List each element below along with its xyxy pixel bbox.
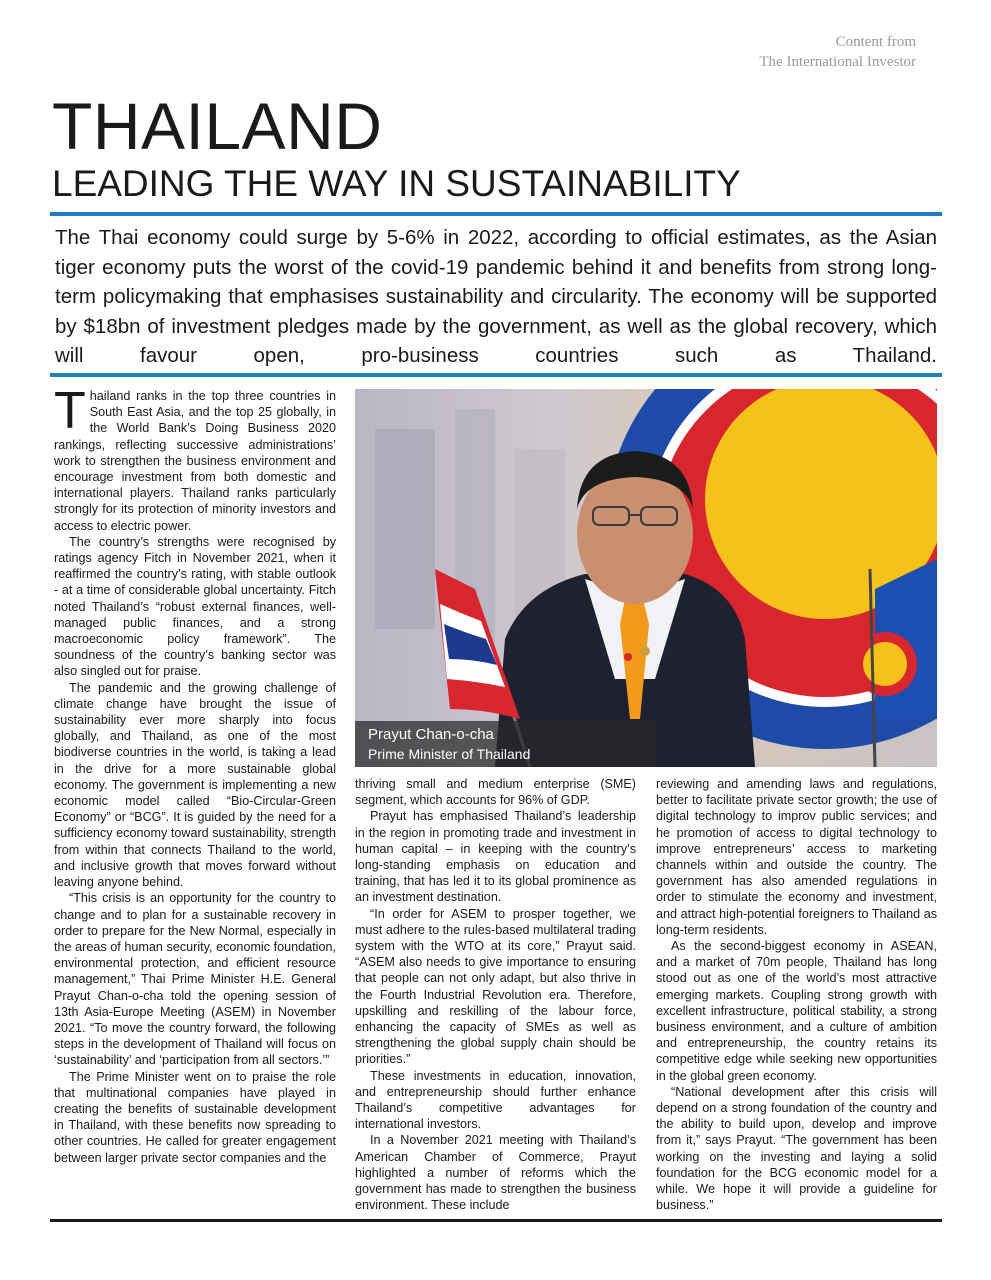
paragraph: “This crisis is an opportunity for the country to change and to plan for a sustainable recovery in order to prepare for the New Normal, especially in the areas of human security, economic foundation, environmental protection, and efficient resource management,” Thai Prime Minister H.E. General Prayut Chan-o-cha told the opening session of 13th Asia-Europe Meeting (ASEM) in November 2021. “To move the country forward, the following steps in the development of Thailand will focus on ‘sustainability’ and ‘participation from all sectors.’” <box>54 891 336 1068</box>
article-column-3 <box>656 776 937 1213</box>
bottom-divider <box>50 1219 942 1222</box>
drop-cap: T <box>54 382 86 440</box>
paragraph: As the second-biggest economy in ASEAN, and a market of 70m people, Thailand has long stood out as one of the world’s most attractive emerging markets. Coupling strong growth with excellent infrastructure, political stability, a strong business environment, and a culture of ambition and entrepreneurship, the country retains its competitive edge while seeking new opportunities in the global green economy. <box>656 939 937 1083</box>
caption-name: Prayut Chan-o-cha <box>368 726 494 743</box>
page-title: THAILAND <box>52 89 383 163</box>
top-divider <box>50 212 942 216</box>
paragraph: thriving small and medium enterprise (SME) segment, which accounts for 96% of GDP. <box>355 777 636 808</box>
article-column-2 <box>355 776 636 1213</box>
caption-role: Prime Minister of Thailand <box>368 746 531 762</box>
source-line-1: Content from <box>835 34 916 50</box>
paragraph: The pandemic and the growing challenge of climate change have brought the issue of sustainability ever more sharply into focus globally, and Thailand, as one of the most biodiverse countries in the world, is taking a lead in the drive for a more sustainable global economy. The government is implementing a new economic model called “Bio-Circular-Green Economy” or “BCG”. It is guided by the need for a sufficiency economy toward sustainability, strength from within that connects Thailand to the world, and inclusive growth that moves forward without leaving anyone behind. <box>54 680 336 890</box>
paragraph: Prayut has emphasised Thailand’s leadership in the region in promoting trade and investment in human capital – in keeping with the country’s long-standing emphasis on education and training, that has led it to its global prominence as an investment destination. <box>355 809 636 905</box>
source-line-2: The International Investor <box>759 54 916 70</box>
page-subtitle: LEADING THE WAY IN SUSTAINABILITY <box>52 163 741 204</box>
article-column-1 <box>54 382 336 1166</box>
prime-minister-photo <box>355 389 937 767</box>
paragraph: The Prime Minister went on to praise the role that multinational companies have played in creating the benefits of sustainable development in Thailand, with these benefits now spreading to other countries. He called for greater engagement between larger private sector companies and the <box>54 1069 336 1165</box>
paragraph: In a November 2021 meeting with Thailand’s American Chamber of Commerce, Prayut highlighted a number of reforms which the government has made to strengthen the business environment. These include <box>355 1133 636 1213</box>
standfirst-divider <box>50 373 942 377</box>
paragraph <box>54 382 336 534</box>
photo-caption <box>355 721 655 767</box>
article-photo <box>355 389 937 767</box>
paragraph: “In order for ASEM to prosper together, we must adhere to the rules-based multilateral trading system with the WTO at its core,” Prayut said. “ASEM also needs to give importance to ensuring that people can not only adapt, but also thrive in the Fourth Industrial Revolution era. Therefore, upskilling and reskilling of the labour force, enhancing the capacity of SMEs as well as strengthening the global supply chain should be priorities.” <box>355 906 636 1067</box>
paragraph: The country’s strengths were recognised by ratings agency Fitch in November 2021, when it reaffirmed the country’s rating, with stable outlook - at a time of considerable global uncertainty. Fitch noted Thailand’s “robust external finances, well-managed public finances, and a strong macroeconomic policy framework”. The soundness of the country’s banking sector was also singled out for praise. <box>54 534 336 679</box>
paragraph: “National development after this crisis will depend on a strong foundation of the country and the ability to build upon, develop and improve from it,” says Prayut. “The government has been working on the investing and laying a solid foundation for the BCG economic model for a while. We hope it will provide a guideline for business.” <box>656 1084 937 1213</box>
content-source <box>759 32 916 72</box>
standfirst: The Thai economy could surge by 5-6% in 2022, according to official estimates, as the Asian tiger economy puts the worst of the covid-19 pandemic behind it and benefits from strong long-term policymaking that emphasises sustainability and circularity. The economy will be supported by $18bn of investment pledges made by the government, as well as the global recovery, which will favour open, pro-business countries such as Thailand. <box>55 226 937 367</box>
paragraph: These investments in education, innovation, and entrepreneurship should further enhance Thailand’s competitive advantages for international investors. <box>355 1068 636 1132</box>
paragraph: reviewing and amending laws and regulations, better to facilitate private sector growth; the use of digital technology to improv public services; and he promotion of access to digital technology to improve entrepreneurs’ access to marketing channels within and outside the country. The government has also amended regulations in order to stimulate the economy and investment, and attract high-potential foreigners to Thailand as long-term residents. <box>656 777 937 937</box>
paragraph-text: hailand ranks in the top three countries in South East Asia, and the top 25 globally, in the World Bank’s Doing Business 2020 rankings, reflecting successive administrations’ work to strengthen the business environment and encourage investment from both domestic and international players. Thailand ranks particularly strongly for its protection of minority investors and access to electric power. <box>54 389 336 533</box>
